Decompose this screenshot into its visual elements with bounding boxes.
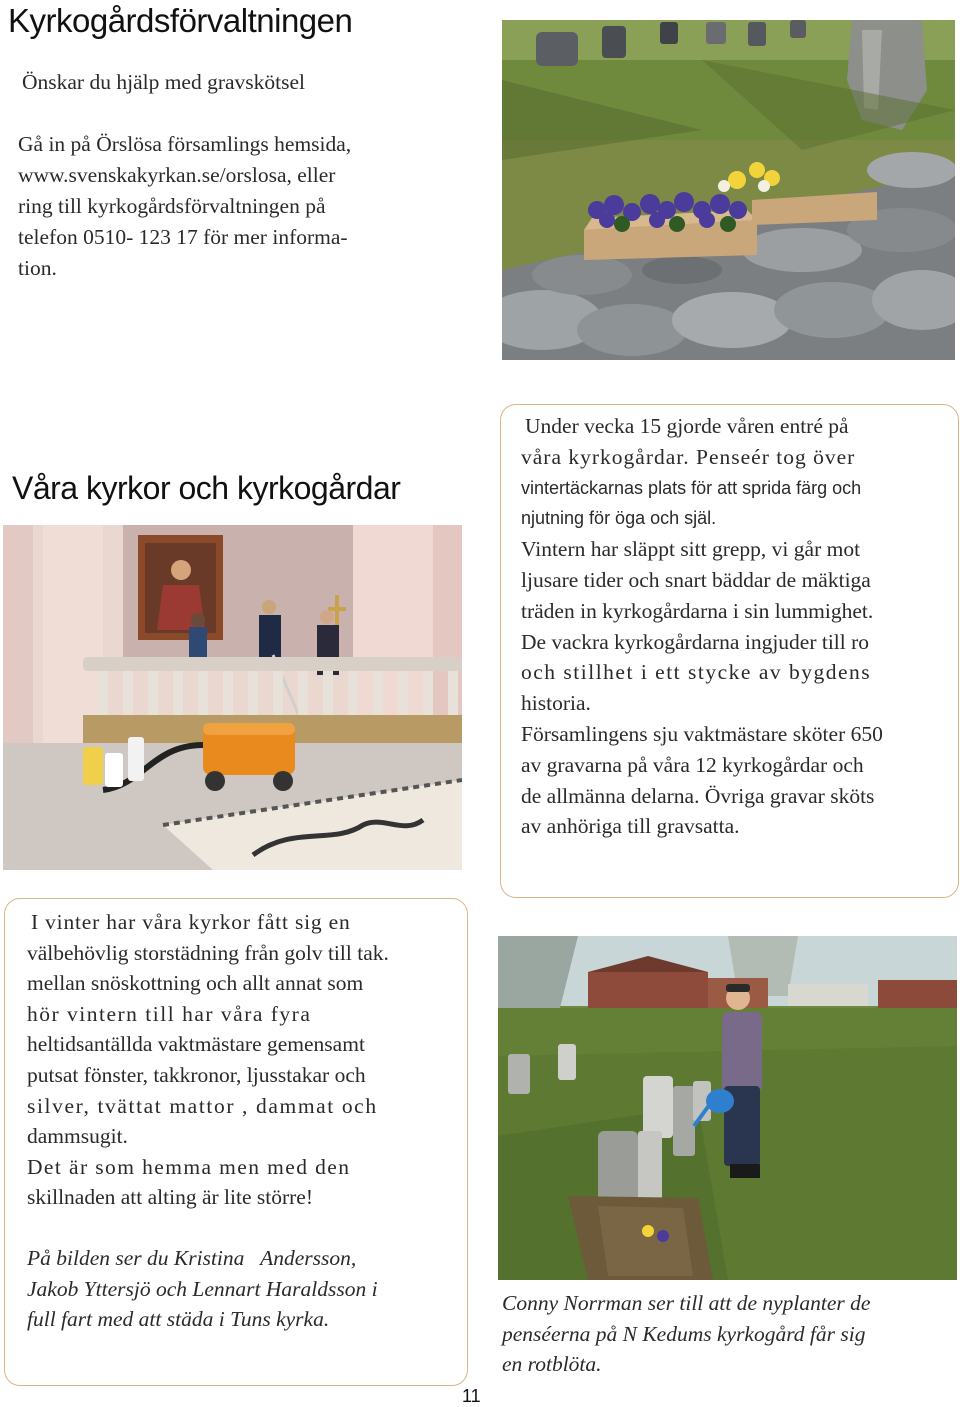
winter-line: mellan snöskottning och allt annat som [27,971,364,996]
conny-caption-line: penséerna på N Kedums kyrkogård får sig [502,1321,866,1346]
winter-line: välbehövlig storstädning från golv till tak. [27,940,389,965]
help-line: Gå in på Örslösa församlings hemsida, [18,132,352,156]
winter-caption-line: full fart med att städa i Tuns kyrka. [27,1307,330,1332]
spring-line: de allmänna delarna. Övriga gravar sköts [521,783,875,808]
spring-line: av anhöriga till gravsatta. [521,814,740,839]
page-number: 11 [462,1386,481,1406]
help-line: www.svenskakyrkan.se/orslosa, eller [18,163,336,187]
winter-line: heltidsantällda vaktmästare gemensamt [27,1032,365,1057]
conny-watering-photo [498,936,957,1280]
spring-line: våra kyrkogårdar. Penseér tog över [521,444,856,469]
conny-caption-line: en rotblöta. [502,1352,602,1376]
spring-line: Församlingens sju vaktmästare sköter 650 [521,721,883,746]
spring-line: De vackra kyrkogårdarna ingjuder till ro [521,629,870,654]
spring-line: njutning för öga och själ. [521,508,717,529]
winter-line: skillnaden att alting är lite större! [27,1185,313,1210]
winter-text-box [4,898,468,1386]
spring-line: historia. [521,691,591,716]
spring-line: av gravarna på våra 12 kyrkogårdar och [521,752,864,777]
winter-caption-line: Jakob Yttersjö och Lennart Haraldsson i [27,1276,378,1301]
conny-caption [502,1288,952,1380]
help-line: tion. [18,256,57,280]
churches-title: Våra kyrkor och kyrkogårdar [12,470,401,506]
spring-line: träden in kyrkogårdarna i sin lummighet. [521,598,874,623]
conny-caption-line: Conny Norrman ser till att de nyplanter de [502,1291,871,1315]
winter-line: silver, tvättat mattor , dammat och [27,1093,378,1118]
help-line: ring till kyrkogårdsförvaltningen på [18,194,326,218]
church-cleaning-photo [3,525,462,870]
winter-line: Det är som hemma men med den [27,1154,351,1179]
winter-caption-line: På bilden ser du Kristina Andersson, [27,1245,357,1270]
spring-line: Vintern har släppt sitt grepp, vi går mot [521,537,861,562]
spring-line: och stillhet i ett stycke av bygdens [521,660,872,685]
spring-line: vintertäckarnas plats för att sprida färg och [521,477,862,498]
help-line: telefon 0510- 123 17 för mer informa- [18,225,348,249]
help-heading: Önskar du hjälp med gravskötsel [22,70,306,94]
spring-text-box [500,404,959,898]
section-title: Kyrkogårdsförvaltningen [8,2,353,39]
winter-line: hör vintern till har våra fyra [27,1001,312,1026]
pansy-photo [502,20,955,360]
winter-line: dammsugit. [27,1124,128,1149]
help-text [18,129,458,284]
winter-line: putsat fönster, takkronor, ljusstakar och [27,1062,366,1087]
spring-line: Under vecka 15 gjorde våren entré på [525,414,849,438]
winter-line: I vinter har våra kyrkor fått sig en [31,910,351,934]
spring-line: ljusare tider och snart bäddar de mäktiga [521,567,871,592]
